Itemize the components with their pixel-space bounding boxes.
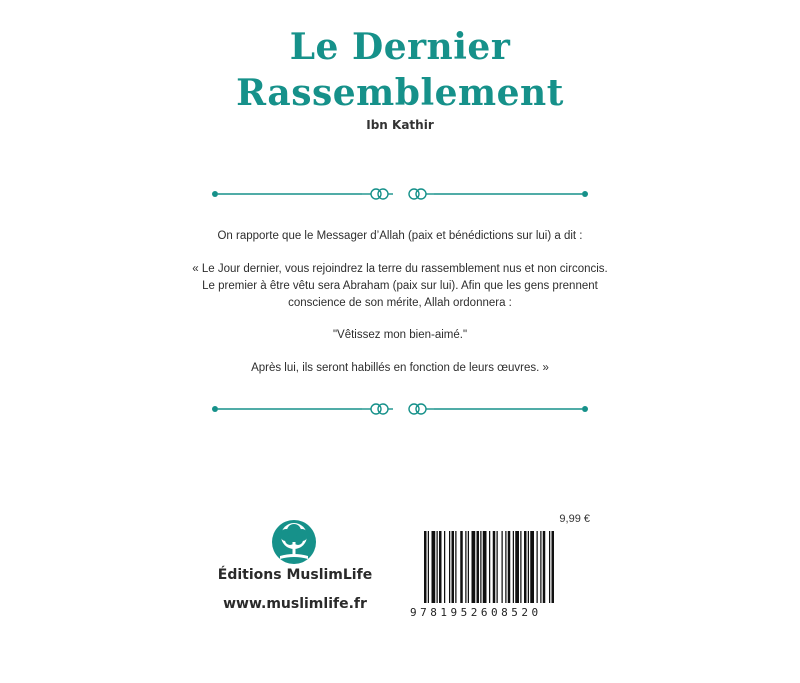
isbn-digits: 9781952608520 [410,606,542,619]
publisher-name: Éditions MuslimLife [217,567,373,583]
book-title-line-1: Le Dernier [289,26,511,68]
barcode-bar [505,531,506,603]
barcode-bar [515,531,519,603]
quote-paragraph [190,261,610,312]
publisher-website: www.muslimlife.fr [223,596,367,612]
barcode-bar [428,531,429,603]
barcode-bar [477,531,480,603]
barcode-bar [508,531,511,603]
barcode-bar [530,531,534,603]
barcode-bar [424,531,427,603]
barcode-bar [549,531,550,603]
barcode-bar [493,531,496,603]
barcode-bar [540,531,541,603]
book-title [0,24,800,116]
barcode-bar [502,531,503,603]
quote-line-3: conscience de son mérite, Allah ordonnera : [288,297,512,309]
barcode-bar [460,531,463,603]
barcode-bar [452,531,455,603]
quote-line-1: « Le Jour dernier, vous rejoindrez la terre du rassemblement nus et non circoncis. [192,263,608,275]
barcode-bar [528,531,529,603]
barcode-bar [513,531,514,603]
back-cover-text [190,228,610,393]
barcode-bar [455,531,456,603]
barcode-bar [432,531,436,603]
barcode-bar [437,531,438,603]
tree-logo-icon [270,518,318,566]
ornament-divider-top [212,184,588,204]
barcode-bar [537,531,538,603]
ornament-rings-icon [212,399,588,419]
barcode-bar [520,531,521,603]
barcode-bar [497,531,498,603]
barcode-icon [410,531,590,605]
barcode-bar [472,531,476,603]
barcode-bar [465,531,466,603]
barcode-bar [449,531,450,603]
intro-paragraph: On rapporte que le Messager d’Allah (paix et bénédictions sur lui) a dit : [217,230,583,242]
barcode-bar [480,531,481,603]
barcode-bar [468,531,469,603]
book-title-line-2: Rassemblement [236,72,564,114]
command-line: "Vêtissez mon bien-aimé." [332,329,468,341]
quote-line-2: Le premier à être vêtu sera Abraham (paix sur lui). Afin que les gens prennent [202,280,598,292]
closing-line: Après lui, ils seront habillés en fonction de leurs œuvres. » [251,362,549,374]
barcode-bar [489,531,490,603]
ornament-rings-icon [212,184,588,204]
barcode-bar [444,531,445,603]
barcode-bar [439,531,442,603]
price-label: 9,99 € [559,513,590,525]
barcode-bar [483,531,487,603]
barcode-bar [552,531,555,603]
ornament-divider-bottom [212,399,588,419]
barcode-bar [524,531,527,603]
author-name: Ibn Kathir [366,118,434,132]
barcode-bar [543,531,546,603]
